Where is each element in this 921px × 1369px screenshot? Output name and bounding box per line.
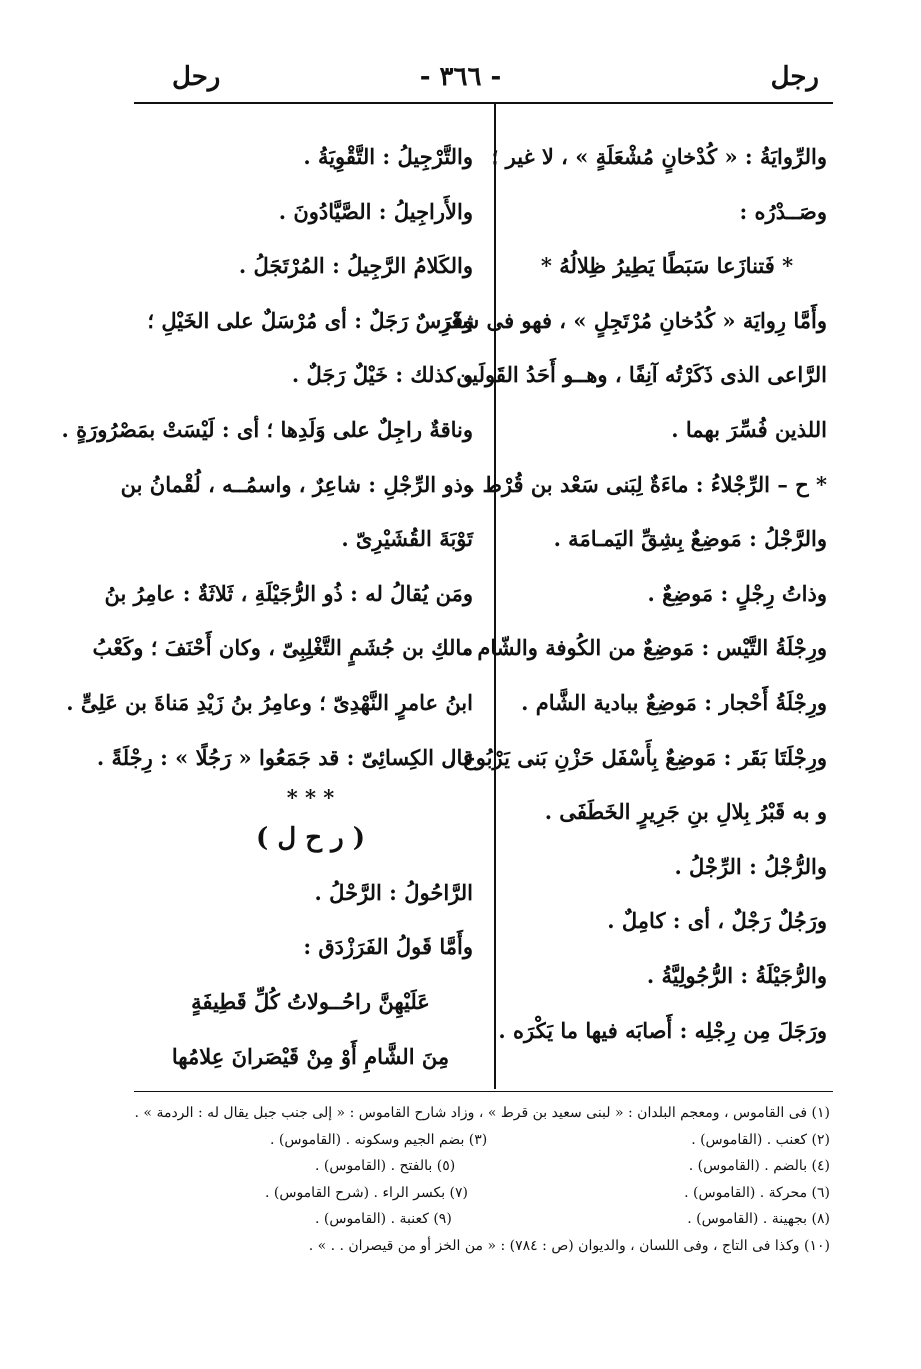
- text-line: والرِّوايَةُ : « كُدْخانٍ مُشْعَلَةٍ » ، لا غير ؛: [491, 144, 827, 169]
- footnote-rule: [134, 1091, 833, 1092]
- text-line: والرَّجْلُ : مَوضِعٌ بِشِقِّ اليَمـامَة .: [553, 526, 827, 552]
- footnote-row: [140, 1127, 830, 1154]
- text-line: ومَن يُقالُ له : ذُو الرُّجَيْلَةِ ، ثَلاثَةٌ : عامِرُ بنُ: [104, 580, 473, 606]
- footnotes: [134, 1100, 830, 1259]
- text-line: ابنُ عامرٍ النَّهْدِىّ ؛ وعامِرُ بنُ زَيْدِ مَناةَ بن عَلِىٍّ .: [66, 689, 473, 715]
- text-line: وأَمَّا رِوايَة « كُدُخانِ مُرْتَجِلٍ » ، فهو فى شِعْرِ: [439, 307, 827, 333]
- text-line: ورِجْلَتَا بَقَر : مَوضِعٌ بِأَسْفَل حَزْنِ بَنى يَرْبُوع ،: [449, 744, 827, 770]
- text-line: ورَجَلَ مِن رِجْلِه : أَصابَه فيها ما يَكْرَه .: [498, 1017, 827, 1043]
- text-line: وذاتُ رِجْلٍ : مَوضِعٌ .: [647, 580, 827, 606]
- text-line: والكَلامُ الرَّجِيلُ : المُرْتَجَلُ .: [238, 253, 473, 279]
- page-number: - ٣٦٦ -: [419, 62, 502, 92]
- text-line: و كذلك : خَيْلٌ رَجَلٌ .: [291, 362, 473, 388]
- text-line: اللذين فُسِّرَ بهما .: [671, 416, 827, 442]
- left-column: [61, 130, 473, 1084]
- text-line: وفَرَسٌ رَجَلٌ : أى مُرْسَلٌ على الخَيْلِ ؛: [147, 307, 473, 333]
- verse-line: مِنَ الشَّامِ أَوْ مِنْ قَيْصَرانَ عِلامُها: [171, 1043, 450, 1069]
- footnote-2: (٢) كعنب . (القاموس) .: [691, 1131, 830, 1148]
- header-rule: [134, 102, 833, 104]
- text-line: وناقةٌ راجِلٌ على وَلَدِها ؛ أى : لَيْسَتْ بمَصْرُورَةٍ .: [61, 416, 473, 442]
- footnote-3: (٣) بضم الجيم وسكونه . (القاموس) .: [270, 1131, 488, 1148]
- column-divider: [494, 104, 496, 1089]
- footnote-6: (٦) محركة . (القاموس) .: [684, 1184, 830, 1201]
- text-line: وصَــدْرُه :: [739, 198, 827, 224]
- verse-line: عَلَيْهِنَّ راحُــولاتُ كُلِّ قَطِيفَةٍ: [191, 988, 430, 1014]
- footnote-row: [140, 1153, 830, 1180]
- text-line: * ح – الرِّجْلاءُ : ماءَةٌ لِبَنى سَعْد بن قُرْط .: [467, 471, 827, 497]
- footnote-1: (١) فى القاموس ، ومعجم البلدان : « لبنى سعيد بن قرط » ، وزاد شارح القاموس : « إلى جنب جبل يقال له : الردمة » .: [134, 1105, 830, 1121]
- footnote-5: (٥) بالفتح . (القاموس) .: [315, 1158, 456, 1174]
- footnote-7: (٧) بكسر الراء . (شرح القاموس) .: [265, 1184, 468, 1201]
- text-line: ورَجُلٌ رَجْلٌ ، أى : كامِلٌ .: [607, 908, 827, 934]
- running-head-right: رجل: [770, 62, 819, 92]
- text-line: وذو الرِّجْلِ : شاعِرٌ ، واسمُــه ، لُقْمانُ بن: [120, 471, 473, 497]
- section-heading: ( ر ح ل ): [255, 823, 366, 854]
- footnote-4: (٤) بالضم . (القاموس) .: [688, 1158, 830, 1174]
- text-line: والأَراجِيلُ : الصَّيَّادُونَ .: [278, 198, 473, 224]
- text-line: تَوْبَةَ القُشَيْرِىّ .: [341, 526, 473, 552]
- text-line: الرَّاعى الذى ذَكَرْتُه آنِفًا ، وهــو أَحَدُ القَولَين: [456, 362, 827, 388]
- text-line: قال الكِسائِىّ : قد جَمَعُوا « رَجُلًا » : رِجْلَةً .: [96, 744, 473, 770]
- running-head-left: رحل: [172, 62, 221, 92]
- text-line: مالكِ بن جُشَمٍ التَّغْلِبِىّ ، وكان أَحْنَفَ ؛ وكَعْبُ: [92, 635, 473, 661]
- text-line: الرَّاحُولُ : الرَّحْلُ .: [314, 879, 473, 905]
- footnote-row: [140, 1206, 830, 1233]
- text-line: وأَمَّا قَولُ الفَرَزْدَق :: [303, 934, 473, 960]
- text-line: ورِجْلَةُ أَحْجار : مَوضِعٌ ببادية الشَّام .: [521, 689, 827, 715]
- text-line: ورِجْلَةُ التَّيْس : مَوضِعٌ من الكُوفة والشّام .: [462, 635, 827, 661]
- footnote-10: (١٠) وكذا فى التاج ، وفى اللسان ، والديوان (ص : ٧٨٤) : « من الخز أو من قيصران . . » .: [308, 1237, 830, 1254]
- footnote-row: [140, 1180, 830, 1207]
- text-line: والتَّرْجِيلُ : التَّقْوِيَةُ .: [303, 144, 473, 169]
- text-line: والرُّجْلُ : الرِّجْلُ .: [674, 853, 827, 879]
- text-line: و به قَبْرُ بِلالِ بنِ جَرِيرٍ الخَطَفَى .: [544, 799, 827, 825]
- section-separator: * * *: [286, 785, 335, 811]
- right-column: [439, 130, 827, 1058]
- verse-line: * فَتنازَعا سَبَطًا يَطِيرُ ظِلالُهُ *: [540, 253, 794, 279]
- text-line: والرُّجَيْلَةُ : الرُّجُولِيَّةُ .: [646, 962, 827, 988]
- footnote-9: (٩) كعنبة . (القاموس) .: [315, 1211, 452, 1227]
- footnote-8: (٨) بجهينة . (القاموس) .: [687, 1211, 830, 1227]
